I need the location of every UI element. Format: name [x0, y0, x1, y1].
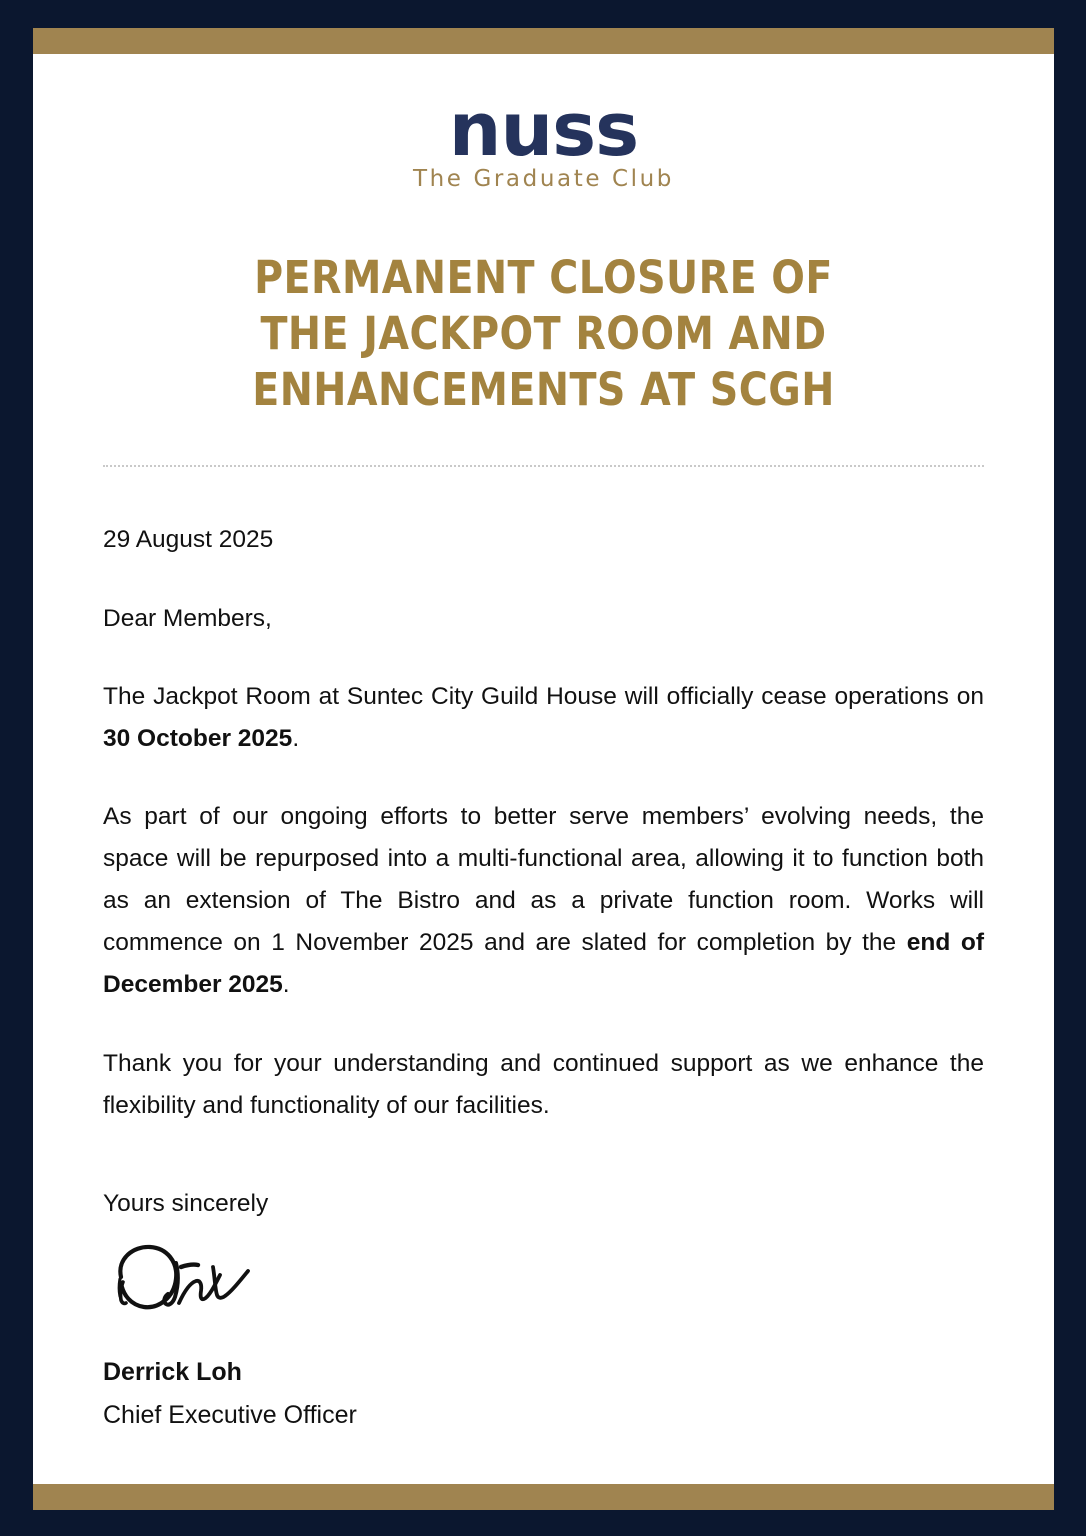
letter-signoff	[103, 1183, 984, 1437]
logo-tagline: The Graduate Club	[412, 166, 675, 193]
paragraph-1-text-before: The Jackpot Room at Suntec City Guild House will officially cease operations on	[103, 682, 984, 710]
paragraph-2-text-after: .	[282, 971, 290, 999]
letter-paragraph-2	[103, 796, 984, 1007]
dotted-divider	[103, 465, 984, 467]
signer-role: Chief Executive Officer	[103, 1401, 357, 1430]
page-title-line-3: ENHANCEMENTS AT SCGH	[252, 362, 835, 416]
letter-salutation: Dear Members,	[103, 604, 272, 632]
signature-icon	[105, 1237, 265, 1315]
logo-wordmark: nuss	[448, 87, 639, 173]
paragraph-1-text-after: .	[292, 724, 300, 752]
letter-paragraph-3: Thank you for your understanding and continued support as we enhance the flexibility and functionality of our facilities.	[103, 1049, 984, 1119]
letter-body	[103, 519, 984, 1126]
letter-date: 29 August 2025	[103, 526, 274, 554]
letter-paragraph-1	[103, 676, 984, 760]
signer-name: Derrick Loh	[103, 1358, 242, 1387]
letter-sheet	[33, 54, 1054, 1484]
paragraph-1-emphasis-date: 30 October 2025	[103, 724, 293, 752]
nuss-logo	[103, 87, 984, 193]
letter-page	[33, 28, 1054, 1510]
gold-rule-top	[33, 28, 1054, 54]
page-title-line-2: THE JACKPOT ROOM AND	[260, 306, 827, 360]
page-title	[156, 250, 931, 417]
gold-rule-bottom	[33, 1484, 1054, 1510]
signoff-closing: Yours sincerely	[103, 1189, 269, 1217]
paragraph-2-emphasis-date: end of December 2025	[103, 929, 984, 999]
paragraph-2-text-before: As part of our ongoing efforts to better serve members’ evolving needs, the space will be repurposed into a multi-functional area, allowing it to function both as an extension of The Bistro and as a private function room. Works will commence on 1 November 2025 and are slated for completion by the	[103, 802, 984, 957]
page-title-line-1: PERMANENT CLOSURE OF	[254, 251, 833, 305]
